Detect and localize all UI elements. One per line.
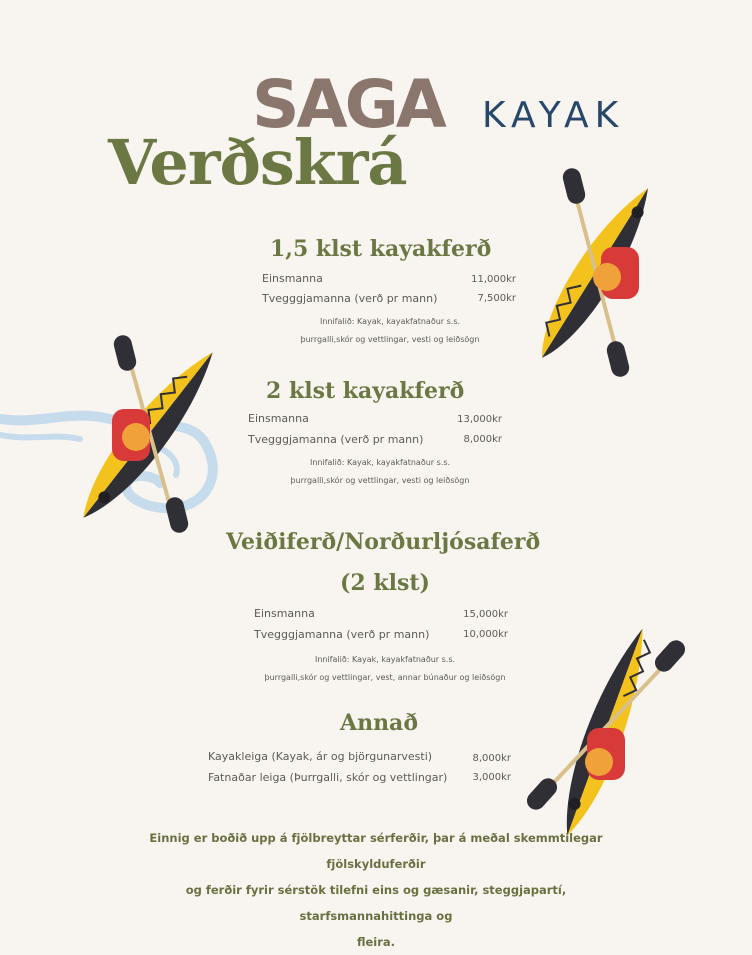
price-label: Einsmanna (262, 272, 323, 285)
kayaker-illustration-2 (58, 330, 238, 540)
price-label: Einsmanna (248, 412, 309, 425)
price-label: Tvegggjamanna (verð pr mann) (254, 628, 430, 641)
kayaker-illustration-3 (530, 622, 680, 842)
section-title-3: Veiðiferð/Norðurljósaferð (226, 529, 541, 555)
page-title: Verðskrá (108, 126, 407, 199)
price-value: 11,000kr (471, 274, 516, 285)
price-value: 15,000kr (463, 609, 508, 620)
price-value: 13,000kr (457, 414, 502, 425)
included-note: Innifalið: Kayak, kayakfatnaður s.s. (314, 655, 456, 664)
section-subtitle-3: (2 klst) (340, 570, 430, 596)
included-note: Innifalið: Kayak, kayakfatnaður s.s. (309, 458, 451, 467)
included-note: þurrgalli,skór og vettlingar, vesti og leiðsögn (290, 476, 470, 485)
price-label: Tvegggjamanna (verð pr mann) (248, 433, 424, 446)
price-value: 8,000kr (463, 434, 502, 445)
footer-line: og ferðir fyrir sérstök tilefni eins og gæsanir, steggjapartí, starfsmannahittinga og (185, 883, 567, 923)
price-label: Einsmanna (254, 607, 315, 620)
footer-text (120, 825, 632, 955)
price-label: Kayakleiga (Kayak, ár og björgunarvesti) (208, 750, 433, 763)
price-label: Fatnaðar leiga (Þurrgalli, skór og vettlingar) (208, 771, 448, 784)
included-note: þurrgalli,skór og vettlingar, vesti og leiðsögn (300, 335, 480, 344)
section-title-4: Annað (340, 710, 418, 736)
brand-saga: SAGA (252, 66, 444, 143)
price-value: 10,000kr (463, 629, 508, 640)
section-title-1: 1,5 klst kayakferð (270, 236, 492, 262)
footer-line: Einnig er boðið upp á fjölbreyttar sérferðir, þar á meðal skemmtilegar fjölskylduferðir (149, 831, 603, 871)
footer-line: fleira. (356, 935, 396, 949)
section-title-2: 2 klst kayakferð (266, 378, 465, 404)
price-value: 8,000kr (472, 753, 511, 764)
kayaker-illustration-1 (490, 168, 700, 378)
price-value: 7,500kr (477, 293, 516, 304)
included-note: þurrgalli,skór og vettlingar, vest, annar búnaður og leiðsögn (264, 673, 506, 682)
price-label: Tvegggjamanna (verð pr mann) (262, 292, 438, 305)
included-note: Innifalið: Kayak, kayakfatnaður s.s. (319, 317, 461, 326)
brand-kayak: KAYAK (482, 95, 625, 136)
price-value: 3,000kr (472, 772, 511, 783)
